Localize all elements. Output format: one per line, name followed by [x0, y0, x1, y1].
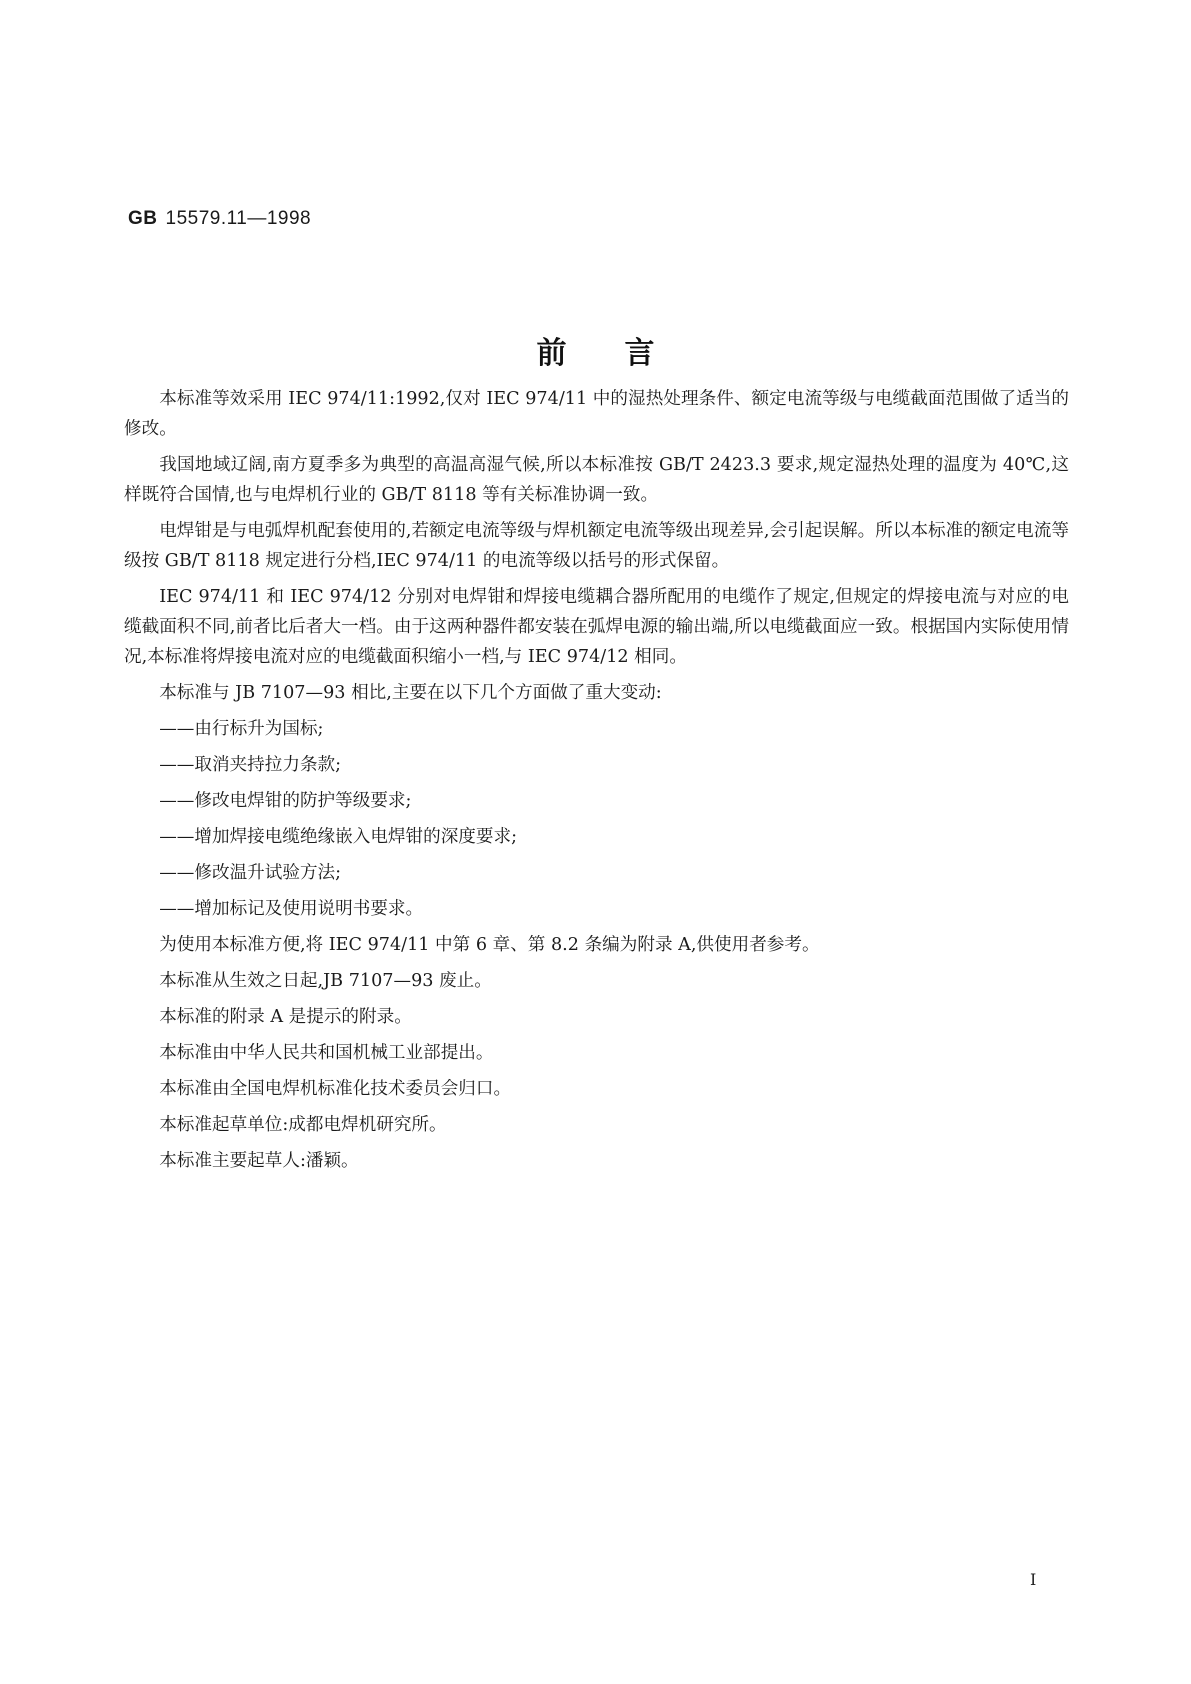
change-list-item: ——取消夹持拉力条款;: [159, 755, 342, 775]
paragraph: 本标准的附录 A 是提示的附录。: [159, 1007, 412, 1027]
change-list-item: ——修改温升试验方法;: [159, 863, 342, 883]
paragraph: IEC 974/11 和 IEC 974/12 分别对电焊钳和焊接电缆耦合器所配用的电缆作了规定,但规定的焊接电流与对应的电缆截面积不同,前者比后者大一档。由于这两种器件都安装在弧焊电源的输出端,所以电缆截面应一致。根据国内实际使用情况,本标准将焊接电流对应的电缆截面积缩小一档,与 IEC 974/12 相同。: [124, 587, 1069, 667]
paragraph: 本标准由中华人民共和国机械工业部提出。: [159, 1043, 494, 1063]
paragraph: 电焊钳是与电弧焊机配套使用的,若额定电流等级与焊机额定电流等级出现差异,会引起误解。所以本标准的额定电流等级按 GB/T 8118 规定进行分档,IEC 974/11 的电流等级以括号的形式保留。: [124, 521, 1069, 571]
paragraph: 为使用本标准方便,将 IEC 974/11 中第 6 章、第 8.2 条编为附录 A,供使用者参考。: [159, 935, 820, 955]
foreword-body: [124, 384, 1069, 1182]
change-list-item: ——增加标记及使用说明书要求。: [159, 899, 424, 919]
paragraph: 本标准与 JB 7107—93 相比,主要在以下几个方面做了重大变动:: [159, 683, 662, 703]
page-number: I: [1030, 1570, 1037, 1589]
paragraph: 本标准由全国电焊机标准化技术委员会归口。: [159, 1079, 512, 1099]
paragraph: 本标准起草单位:成都电焊机研究所。: [159, 1115, 447, 1135]
paragraph: 本标准主要起草人:潘颖。: [159, 1151, 359, 1171]
paragraph: 本标准从生效之日起,JB 7107—93 废止。: [159, 971, 492, 991]
change-list-item: ——由行标升为国标;: [159, 719, 324, 739]
standard-prefix: GB: [128, 208, 158, 229]
standard-number: 15579.11—1998: [165, 208, 312, 229]
change-list-item: ——修改电焊钳的防护等级要求;: [159, 791, 412, 811]
standard-code: [128, 208, 311, 230]
paragraph: 本标准等效采用 IEC 974/11:1992,仅对 IEC 974/11 中的湿热处理条件、额定电流等级与电缆截面范围做了适当的修改。: [124, 389, 1070, 439]
change-list-item: ——增加焊接电缆绝缘嵌入电焊钳的深度要求;: [159, 827, 517, 847]
paragraph: 我国地域辽阔,南方夏季多为典型的高温高湿气候,所以本标准按 GB/T 2423.3 要求,规定湿热处理的温度为 40℃,这样既符合国情,也与电焊机行业的 GB/T 8118 等有关标准协调一致。: [124, 455, 1069, 505]
page-title: 前言: [536, 336, 713, 371]
